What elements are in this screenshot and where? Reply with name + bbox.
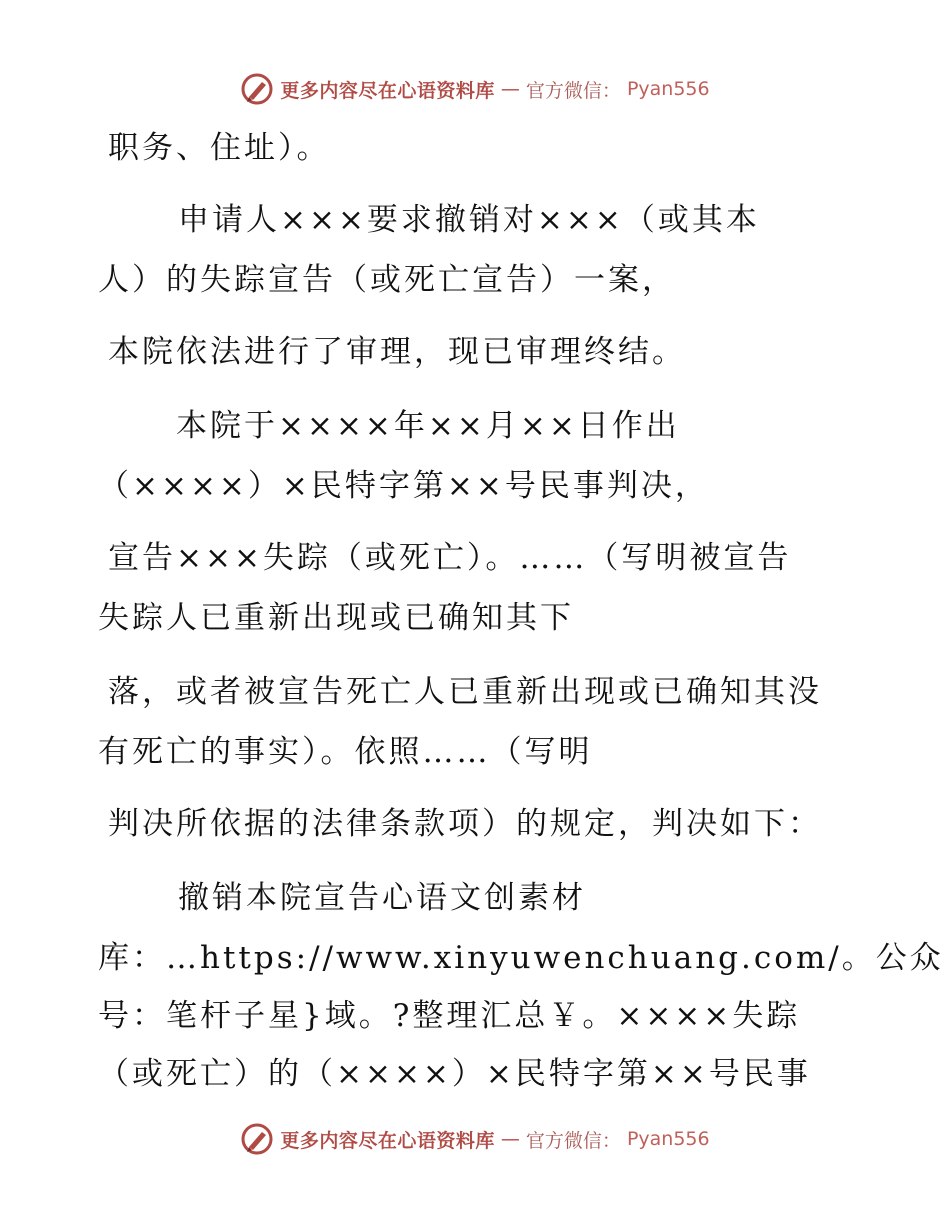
banner-account-id: Pyan556 [626, 78, 710, 100]
pen-logo-icon [240, 1122, 274, 1156]
text-line: 宣告×××失踪（或死亡）。……（写明被宣告 [108, 540, 792, 576]
banner-official-label: 官方微信： [525, 79, 621, 102]
banner-separator: — [500, 78, 520, 100]
text-line: 有死亡的事实）。依照……（写明 [98, 734, 593, 770]
text-line: 本院依法进行了审理，现已审理终结。 [108, 334, 686, 370]
text-line: 人）的失踪宣告（或死亡宣告）一案， [98, 262, 676, 298]
text-line: 申请人×××要求撤销对×××（或其本 [178, 202, 760, 238]
text-line: （××××）×民特字第××号民事判决， [98, 468, 709, 504]
text-line: 本院于××××年××月××日作出 [176, 408, 680, 444]
text-line: 判决所依据的法律条款项）的规定，判决如下： [108, 806, 822, 842]
text-line: 失踪人已重新出现或已确知其下 [98, 600, 574, 636]
text-line: （或死亡）的（××××）×民特字第××号民事 [98, 1056, 811, 1092]
banner-account-id: Pyan556 [626, 1128, 710, 1150]
pen-logo-icon [240, 72, 274, 106]
banner-title: 更多内容尽在心语资料库 [280, 79, 495, 102]
footer-watermark-banner [0, 1122, 950, 1156]
text-line: 库：…https://www.xinyuwenchuang.com/。公众 [98, 940, 944, 976]
banner-title: 更多内容尽在心语资料库 [280, 1129, 495, 1152]
text-line: 号：笔杆子星}域。?整理汇总￥。××××失踪 [98, 998, 801, 1034]
banner-official-label: 官方微信： [525, 1129, 621, 1152]
text-line: 落，或者被宣告死亡人已重新出现或已确知其没 [108, 674, 822, 710]
banner-separator: — [500, 1128, 520, 1150]
header-watermark-banner [0, 72, 950, 106]
text-line: 撤销本院宣告心语文创素材 [178, 880, 586, 916]
text-line: 职务、住址）。 [108, 130, 331, 166]
